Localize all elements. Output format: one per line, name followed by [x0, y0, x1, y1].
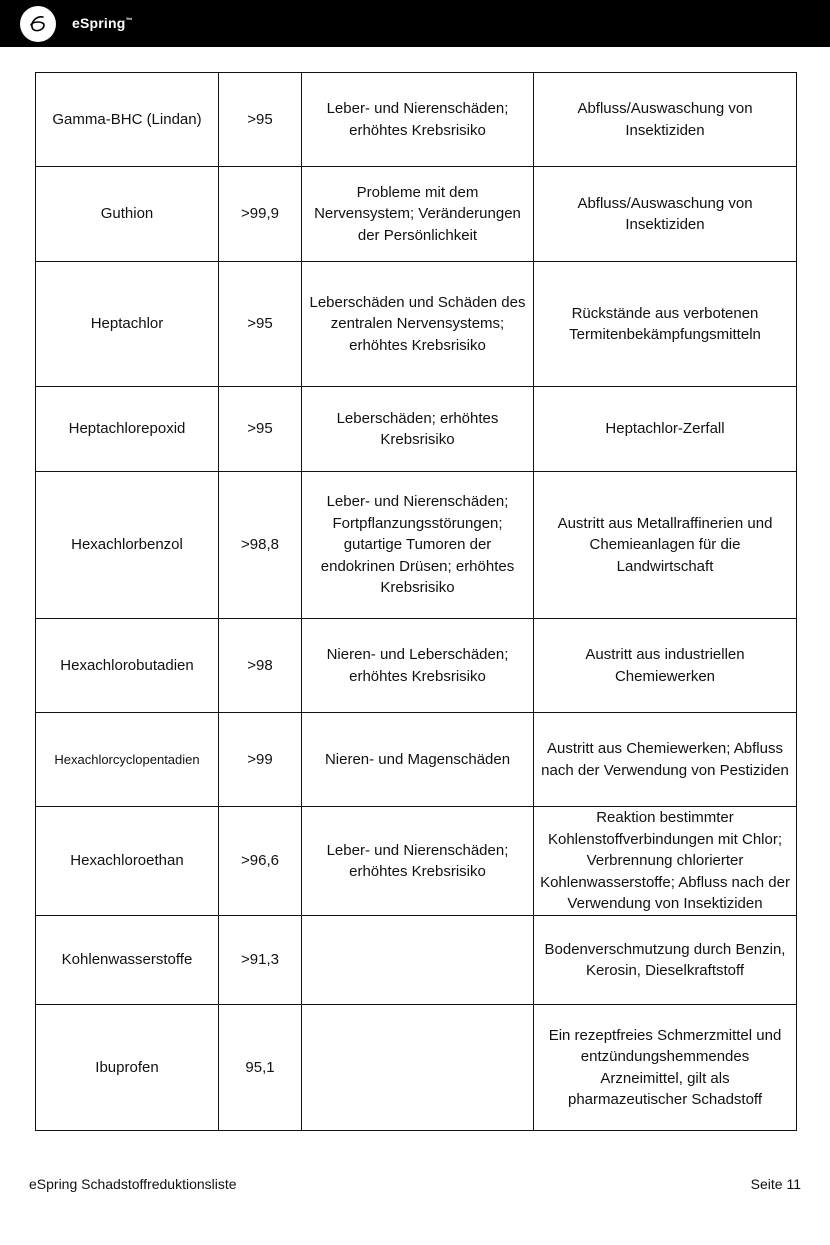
- substance-cell: Hexachlorcyclopentadien: [36, 713, 219, 807]
- substance-cell: Gamma-BHC (Lindan): [36, 73, 219, 167]
- reduction-cell: >98,8: [219, 472, 302, 619]
- sources-cell: Heptachlor-Zerfall: [534, 387, 797, 472]
- substance-cell: Ibuprofen: [36, 1005, 219, 1131]
- sources-cell: Austritt aus Chemiewerken; Abfluss nach der Verwendung von Pestiziden: [534, 713, 797, 807]
- health-effects-cell: Nieren- und Leberschäden; erhöhtes Krebsrisiko: [302, 619, 534, 713]
- substance-cell: Hexachlorobutadien: [36, 619, 219, 713]
- health-effects-cell: Probleme mit dem Nervensystem; Veränderungen der Persönlichkeit: [302, 167, 534, 262]
- health-effects-cell: Nieren- und Magenschäden: [302, 713, 534, 807]
- sources-cell: Bodenverschmutzung durch Benzin, Kerosin, Dieselkraftstoff: [534, 916, 797, 1005]
- health-effects-cell: Leber- und Nierenschäden; erhöhtes Krebsrisiko: [302, 807, 534, 916]
- substance-cell: Guthion: [36, 167, 219, 262]
- reduction-cell: >91,3: [219, 916, 302, 1005]
- substance-cell: Heptachlorepoxid: [36, 387, 219, 472]
- sources-cell: Abfluss/Auswaschung von Insektiziden: [534, 73, 797, 167]
- header-bar: [0, 0, 830, 47]
- substance-cell: Kohlenwasserstoffe: [36, 916, 219, 1005]
- sources-cell: Reaktion bestimmter Kohlenstoffverbindungen mit Chlor; Verbrennung chlorierter Kohlenwasserstoffe; Abfluss nach der Verwendung von Insektiziden: [534, 807, 797, 916]
- table-row: [36, 1005, 797, 1131]
- table-row: [36, 619, 797, 713]
- health-effects-cell: Leberschäden und Schäden des zentralen Nervensystems; erhöhtes Krebsrisiko: [302, 262, 534, 387]
- table-row: [36, 713, 797, 807]
- reduction-cell: >95: [219, 73, 302, 167]
- health-effects-cell: Leber- und Nierenschäden; erhöhtes Krebsrisiko: [302, 73, 534, 167]
- footer-document-title: eSpring Schadstoffreduktionsliste: [29, 1176, 237, 1192]
- substance-cell: Hexachloroethan: [36, 807, 219, 916]
- health-effects-cell: [302, 1005, 534, 1131]
- substance-cell: Heptachlor: [36, 262, 219, 387]
- table-row: [36, 387, 797, 472]
- reduction-cell: >99: [219, 713, 302, 807]
- sources-cell: Ein rezeptfreies Schmerzmittel und entzündungshemmendes Arzneimittel, gilt als pharmazeutischer Schadstoff: [534, 1005, 797, 1131]
- sources-cell: Austritt aus industriellen Chemiewerken: [534, 619, 797, 713]
- sources-cell: Abfluss/Auswaschung von Insektiziden: [534, 167, 797, 262]
- table-row: [36, 262, 797, 387]
- table-row: [36, 472, 797, 619]
- health-effects-cell: Leber- und Nierenschäden; Fortpflanzungsstörungen; gutartige Tumoren der endokrinen Drüsen; erhöhtes Krebsrisiko: [302, 472, 534, 619]
- reduction-cell: >98: [219, 619, 302, 713]
- reduction-cell: 95,1: [219, 1005, 302, 1131]
- table-row: [36, 916, 797, 1005]
- substance-cell: Hexachlorbenzol: [36, 472, 219, 619]
- reduction-cell: >96,6: [219, 807, 302, 916]
- espring-logo-icon: [20, 6, 56, 42]
- reduction-cell: >95: [219, 387, 302, 472]
- sources-cell: Rückstände aus verbotenen Termitenbekämpfungsmitteln: [534, 262, 797, 387]
- table-row: [36, 73, 797, 167]
- sources-cell: Austritt aus Metallraffinerien und Chemieanlagen für die Landwirtschaft: [534, 472, 797, 619]
- pollutant-table: [35, 72, 797, 1131]
- table-row: [36, 167, 797, 262]
- reduction-cell: >99,9: [219, 167, 302, 262]
- brand-name: eSpring™: [72, 15, 133, 31]
- table-row: [36, 807, 797, 916]
- reduction-cell: >95: [219, 262, 302, 387]
- health-effects-cell: Leberschäden; erhöhtes Krebsrisiko: [302, 387, 534, 472]
- health-effects-cell: [302, 916, 534, 1005]
- footer-page-number: Seite 11: [750, 1176, 801, 1192]
